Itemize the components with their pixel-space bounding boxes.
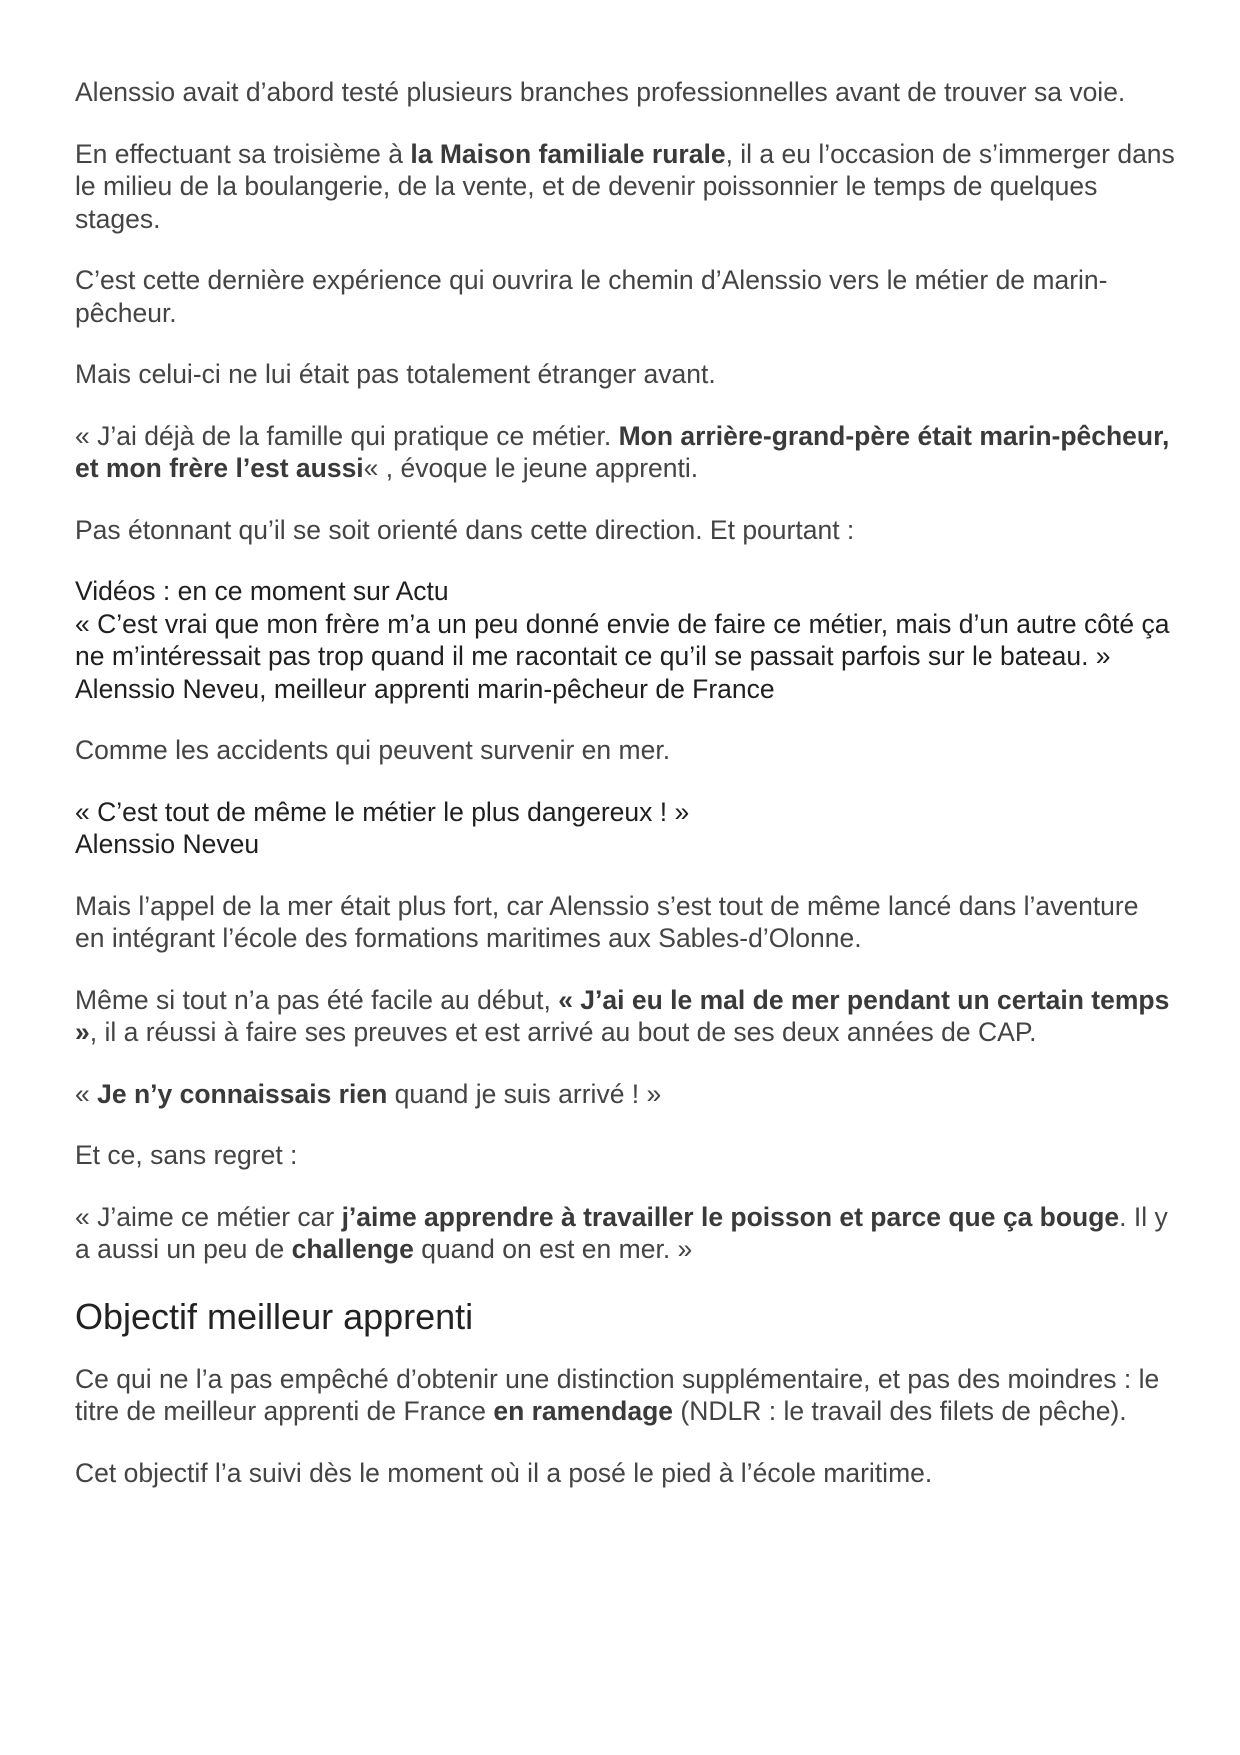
bold-segment: la Maison familiale rurale (410, 138, 726, 169)
paragraph-knew-nothing (75, 1078, 1175, 1111)
paragraph-distinction (75, 1363, 1175, 1428)
text-segment: Même si tout n’a pas été facile au début, (75, 984, 559, 1015)
quote-author: Alenssio Neveu (75, 829, 260, 859)
quote-block-dangerous (75, 796, 1175, 861)
quote-text: « C’est tout de même le métier le plus dangereux ! » (75, 796, 690, 827)
paragraph-intro: Alenssio avait d’abord testé plusieurs branches professionnelles avant de trouver sa voie. (75, 77, 1126, 107)
text-segment: , il a réussi à faire ses preuves et est arrivé au bout de ses deux années de CAP. (89, 1017, 1037, 1047)
bold-segment: j’aime apprendre à travailler le poisson et parce que ça bouge (341, 1201, 1120, 1232)
bold-segment: « J’ai eu le mal de mer pendant un certain temps » (75, 984, 1170, 1047)
quote-author: Alenssio Neveu, meilleur apprenti marin-pêcheur de France (75, 673, 775, 704)
bold-segment: Je n’y connaissais rien (97, 1078, 388, 1109)
text-segment: Ce qui ne l’a pas empêché d’obtenir une distinction supplémentaire, et pas des moindres : le titre de meilleur apprenti de France (75, 1363, 1160, 1426)
section-heading: Objectif meilleur apprenti (75, 1295, 474, 1337)
bold-segment: challenge (291, 1234, 414, 1264)
bold-segment: Mon arrière-grand-père était marin-pêcheur, et mon frère l’est aussi (75, 420, 1170, 483)
quote-text: « C’est vrai que mon frère m’a un peu donné envie de faire ce métier, mais d’un autre côté ça ne m’intéressait pas trop quand il me racontait ce qu’il se passait parfois sur le bateau. » (75, 608, 1170, 671)
bold-segment: en ramendage (493, 1396, 674, 1426)
text-segment: « (75, 1078, 98, 1109)
text-segment: quand on est en mer. » (413, 1234, 693, 1264)
paragraph-love-job (75, 1201, 1175, 1266)
paragraph-maison-familiale (75, 138, 1175, 236)
article-body (75, 76, 1175, 1518)
text-segment: . Il y a aussi un peu de (75, 1201, 1168, 1264)
text-segment: « J’aime ce métier car (75, 1201, 342, 1232)
paragraph-objective: Cet objectif l’a suivi dès le moment où il a posé le pied à l’école maritime. (75, 1457, 933, 1488)
text-segment: « , évoque le jeune apprenti. (363, 453, 699, 483)
paragraph-no-regret: Et ce, sans regret : (75, 1140, 298, 1170)
videos-label: Vidéos : en ce moment sur Actu (75, 576, 449, 606)
quote-block-brother (75, 575, 1175, 705)
paragraph-not-stranger: Mais celui-ci ne lui était pas totalement étranger avant. (75, 359, 716, 389)
paragraph-family-quote (75, 420, 1175, 485)
text-segment: , il a eu l’occasion de s’immerger dans le milieu de la boulangerie, de la vente, et de devenir poissonnier le temps de quelques stages. (75, 138, 1175, 234)
text-segment: quand je suis arrivé ! » (387, 1078, 662, 1109)
paragraph-accidents: Comme les accidents qui peuvent survenir en mer. (75, 735, 671, 765)
text-segment: En effectuant sa troisième à (75, 138, 411, 169)
paragraph-call-of-sea: Mais l’appel de la mer était plus fort, car Alenssio s’est tout de même lancé dans l’aventure en intégrant l’école des formations maritimes aux Sables-d’Olonne. (75, 890, 1139, 953)
paragraph-seasickness (75, 984, 1175, 1049)
paragraph-direction: Pas étonnant qu’il se soit orienté dans cette direction. Et pourtant : (75, 514, 855, 545)
paragraph-experience: C’est cette dernière expérience qui ouvrira le chemin d’Alenssio vers le métier de marin-pêcheur. (75, 265, 1108, 328)
text-segment: « J’ai déjà de la famille qui pratique ce métier. (75, 420, 619, 451)
text-segment: (NDLR : le travail des filets de pêche). (673, 1396, 1127, 1426)
